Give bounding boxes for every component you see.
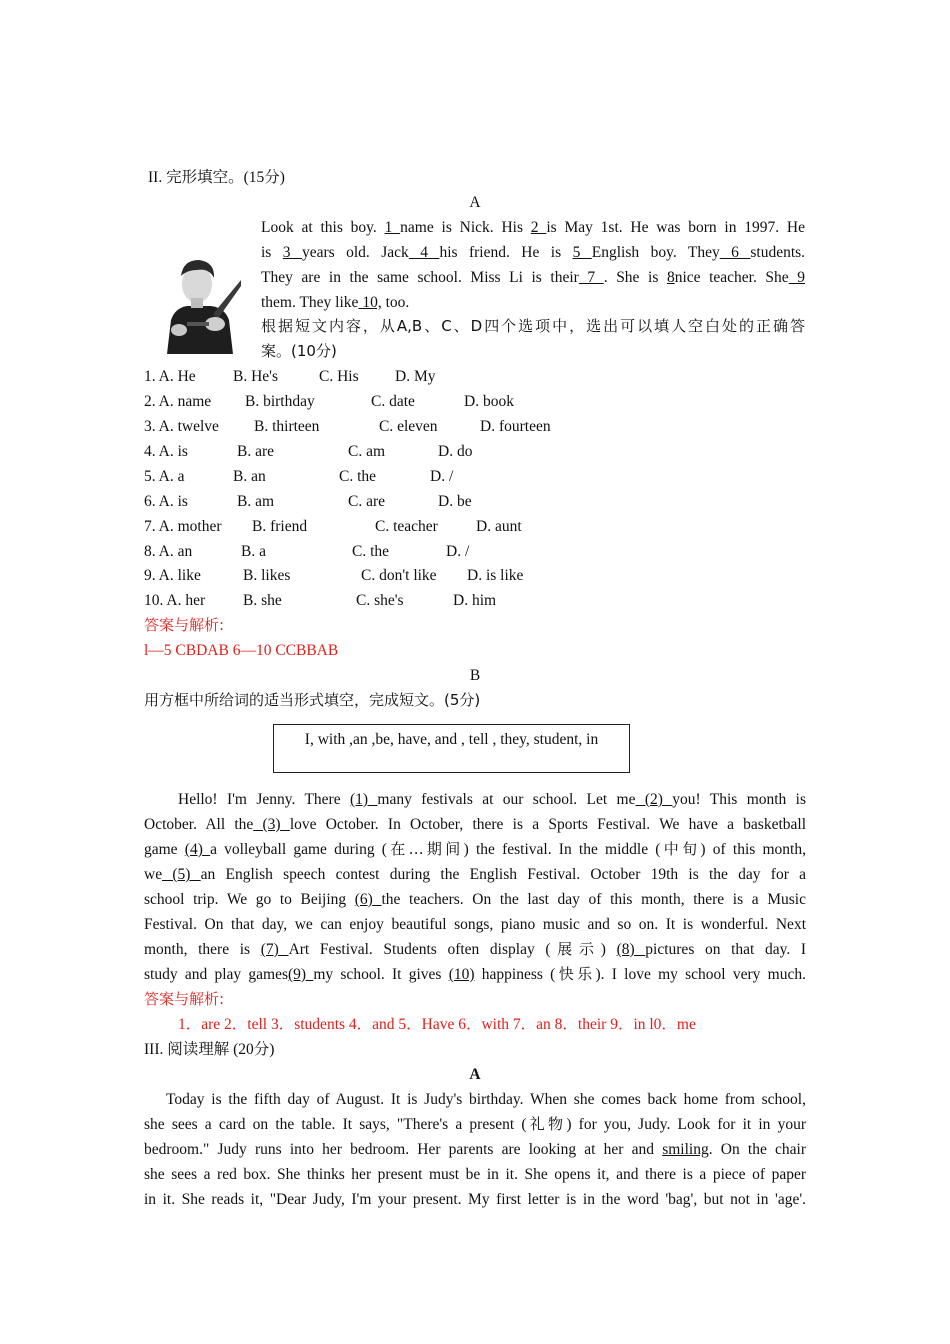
option-row: 3. A. twelve [144,418,219,435]
passage-b-line: month, there is (7) Art Festival. Students often display (展示) (8) pictures on that day. I [144,940,807,958]
answer-text: 1．are 2．tell 3．students 4．and 5．Have 6．with 7．an 8．their 9．in l0．me [178,1016,696,1033]
reading-line: bedroom." Judy runs into her bedroom. Her parents are looking at her and smiling. On the chair [144,1141,806,1158]
option-row: 2. A. name [144,393,212,410]
reading-line: in it. She reads it, "Dear Judy, I'm your present. My first letter is in the word 'bag', but not in 'age'. [144,1191,806,1208]
passage-b-line: game (4) a volleyball game during (在…期间) the festival. In the middle (中旬) of this month, [144,840,806,858]
word-box-text: I, with ,an ,be, have, and , tell , they, student, in [304,731,599,748]
option-row: 5. A. a [144,468,185,485]
part-b-label: B [469,667,481,684]
option-d: D. My [395,368,436,385]
answer-text: l—5 CBDAB 6—10 CCBBAB [144,642,339,659]
option-c: C. don't like [361,567,437,584]
option-d: D. / [430,468,454,485]
option-row: 9. A. like [144,567,201,584]
option-c: C. am [348,443,386,460]
passage-line: Look at this boy. 1 name is Nick. His 2 is May 1st. He was born in 1997. He [261,219,805,236]
reading-line: she sees a card on the table. It says, "There's a present (礼物) for you, Judy. Look for it in your [144,1115,806,1133]
passage-b-line: study and play games(9) my school. It gives (10) happiness (快乐). I love my school very much. [144,965,806,983]
option-d: D. is like [467,567,524,584]
passage-b-line: Hello! I'm Jenny. There (1) many festivals at our school. Let me (2) you! This month is [178,791,807,808]
option-b: B. birthday [245,393,315,410]
passage-line: They are in the same school. Miss Li is their 7 . She is 8nice teacher. She 9 [261,269,805,286]
option-c: C. the [352,543,390,560]
option-b: B. an [233,468,266,485]
option-d: D. do [438,443,473,460]
reading-line: she sees a red box. She thinks her present must be in it. She opens it, and there is a piece of paper [144,1166,806,1183]
option-b: B. a [241,543,266,560]
option-d: D. / [446,543,470,560]
option-b: B. am [237,493,275,510]
option-d: D. book [464,393,514,410]
part-a-label: A [469,194,481,211]
option-b: B. thirteen [254,418,320,435]
reading-line: Today is the fifth day of August. It is Judy's birthday. When she comes back home from school, [166,1091,806,1108]
passage-b-line: we (5) an English speech contest during the English Festival. October 19th is the day for a [144,866,807,883]
option-row: 7. A. mother [144,518,222,535]
option-d: D. be [438,493,472,510]
passage-b-line: Festival. On that day, we can enjoy beautiful songs, piano music and so on. It is wonderful. Next [144,916,806,933]
answer-label: 答案与解析: [144,990,225,1008]
option-d: D. him [453,592,497,609]
boy-photo [157,250,241,354]
option-b: B. she [243,592,282,609]
option-c: C. are [348,493,386,510]
option-row: 8. A. an [144,543,193,560]
option-row: 1. A. He [144,368,196,385]
option-b: B. likes [243,567,291,584]
option-c: C. date [371,393,415,410]
option-row: 10. A. her [144,592,206,609]
option-d: D. fourteen [480,418,551,435]
answer-label: 答案与解析: [144,616,225,634]
option-c: C. teacher [375,518,438,535]
option-row: 4. A. is [144,443,188,460]
option-row: 6. A. is [144,493,188,510]
option-b: B. friend [252,518,308,535]
word-box [273,724,630,773]
option-d: D. aunt [476,518,522,535]
option-b: B. are [237,443,275,460]
passage-line: is 3 years old. Jack 4 his friend. He is 5 English boy. They 6 students. [261,244,806,261]
section-3-part-a-label: A [469,1066,481,1083]
option-b: B. He's [233,368,278,385]
option-c: C. she's [356,592,404,609]
option-c: C. the [339,468,377,485]
option-c: C. eleven [379,418,438,435]
part-b-instruction: 用方框中所给词的适当形式填空，完成短文。(5分) [144,691,481,709]
passage-line: them. They like 10, too. [261,294,410,311]
section-3-heading: III. 阅读理解 (20分) [144,1041,275,1058]
passage-b-line: school trip. We go to Beijing (6) the teachers. On the last day of this month, there is a Music [144,891,806,908]
passage-b-line: October. All the (3) love October. In October, there is a Sports Festival. We have a basketball [144,816,807,833]
instruction-line: 根据短文内容，从A,B、C、D四个选项中，选出可以填人空白处的正确答 [261,317,805,335]
instruction-line: 案。(10分) [261,342,337,360]
option-c: C. His [319,368,359,385]
section-2-heading: II. 完形填空。(15分) [148,169,285,186]
